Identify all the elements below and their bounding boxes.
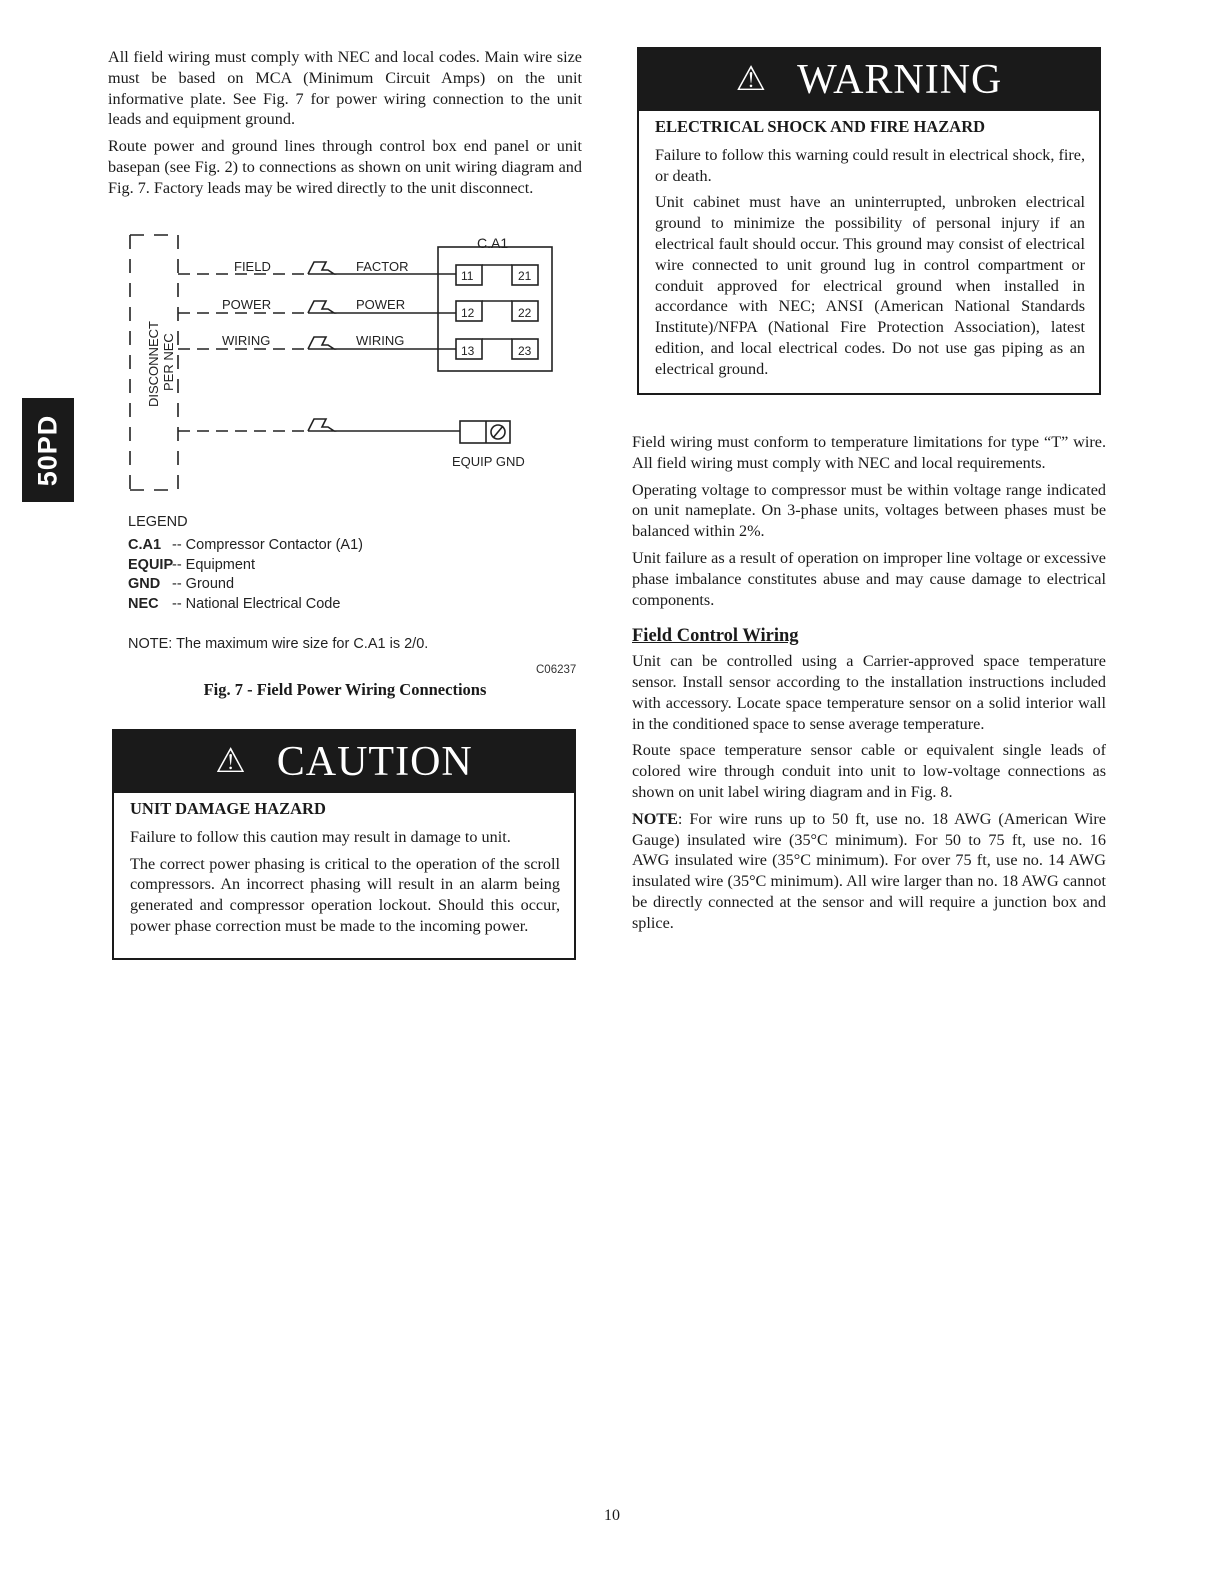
- paragraph: Field wiring must conform to temperature limitations for type “T” wire. All field wiring must comply with NEC and local requirements.: [632, 433, 1106, 472]
- field-label: FIELD: [234, 259, 271, 274]
- caution-body: [114, 793, 574, 951]
- disconnect-label: DISCONNECT: [146, 321, 161, 407]
- left-column-text: [108, 47, 582, 205]
- legend-def: -- Ground: [172, 576, 235, 592]
- factor-label: FACTOR: [356, 259, 409, 274]
- paragraph: Operating voltage to compressor must be within voltage range indicated on unit nameplate. On 3-phase units, voltages between phases must be balanced within 2%.: [632, 480, 1106, 541]
- paragraph: Route power and ground lines through control box end panel or unit basepan (see Fig. 2) to connections as shown on unit wiring diagram and Fig. 7. Factory leads may be wired directly to the unit disconnect.: [108, 137, 582, 197]
- legend-term: EQUIP: [128, 556, 174, 573]
- warning-paragraph: Unit cabinet must have an uninterrupted, unbroken electrical ground to minimize the possibility of personal injury if an electrical fault should occur. This ground may consist of electrical wire connected to unit ground lug in control compartment or conduit approved for electrical ground when installed in accordance with NEC; ANSI (American National Standards Institute)/NFPA (National Fire Protection Association), latest edition, and local electrical codes. Do not use gas piping as an electrical ground.: [655, 193, 1085, 378]
- paragraph: Unit can be controlled using a Carrier-approved space temperature sensor. Install sensor according to the installation instructions included with accessory. Locate space temperature sensor on a solid interior wall in the conditioned space to sense average temperature.: [632, 652, 1106, 733]
- warning-triangle-icon: ⚠: [215, 743, 247, 780]
- warning-title: WARNING: [797, 57, 1003, 103]
- figure-caption: Fig. 7 - Field Power Wiring Connections: [203, 680, 487, 699]
- field-power-label: POWER: [222, 297, 272, 312]
- note-paragraph: [632, 809, 1106, 934]
- legend-row: [128, 536, 588, 556]
- warning-box: [637, 47, 1101, 395]
- field-wiring-label: WIRING: [222, 333, 271, 348]
- legend-term: GND: [128, 576, 161, 592]
- side-tab: [22, 398, 74, 502]
- page-number: 10: [604, 1507, 620, 1524]
- figure-code: C06237: [536, 664, 577, 676]
- warning-paragraph: Failure to follow this warning could result in electrical shock, fire, or death.: [655, 145, 1085, 185]
- equip-gnd-label: EQUIP GND: [452, 454, 525, 469]
- legend-row: [128, 595, 588, 615]
- terminal-23: 23: [518, 344, 532, 358]
- terminal-22: 22: [518, 306, 532, 320]
- contactor-label: C.A1: [477, 235, 509, 251]
- warning-triangle-icon: ⚠: [735, 61, 768, 98]
- caution-header: [114, 731, 574, 793]
- legend-row: [128, 556, 588, 576]
- legend-note: NOTE: The maximum wire size for C.A1 is 2/0.: [128, 636, 429, 652]
- caution-paragraph: The correct power phasing is critical to the operation of the scroll compressors. An incorrect phasing will result in an alarm being generated and compressor operation lockout. Should this occur, power phase correction must be made to the incoming power.: [130, 854, 560, 935]
- legend-term: C.A1: [128, 537, 162, 553]
- paragraph: Route space temperature sensor cable or equivalent single leads of colored wire through conduit into unit to low-voltage connections as shown on unit label wiring diagram and in Fig. 8.: [632, 741, 1106, 801]
- factory-wiring-label: WIRING: [356, 333, 405, 348]
- paragraph: All field wiring must comply with NEC and local codes. Main wire size must be based on MCA (Minimum Circuit Amps) on the unit informative plate. See Fig. 7 for power wiring connection to the unit leads and equipment ground.: [108, 48, 582, 129]
- right-column-text: [632, 432, 1106, 940]
- side-tab-label: 50PD: [32, 414, 63, 486]
- terminal-12: 12: [461, 306, 475, 320]
- per-nec-label: PER NEC: [161, 333, 176, 391]
- legend-row: [128, 575, 588, 595]
- legend: [128, 514, 588, 614]
- legend-term: NEC: [128, 595, 159, 612]
- caution-title: CAUTION: [276, 739, 473, 785]
- terminal-21: 21: [518, 269, 532, 283]
- terminal-13: 13: [461, 344, 475, 358]
- terminal-11: 11: [461, 269, 474, 283]
- warning-body: [639, 111, 1099, 394]
- warning-header: [639, 49, 1099, 111]
- caution-box: [112, 729, 576, 960]
- wiring-diagram: [108, 225, 582, 505]
- wiring-diagram-svg: [108, 225, 582, 505]
- caution-paragraph: Failure to follow this caution may result in damage to unit.: [130, 827, 511, 846]
- warning-heading: ELECTRICAL SHOCK AND FIRE HAZARD: [655, 117, 986, 136]
- section-heading: Field Control Wiring: [632, 626, 799, 647]
- paragraph: Unit failure as a result of operation on improper line voltage or excessive phase imbalance constitutes abuse and may cause damage to electrical components.: [632, 548, 1106, 609]
- caution-heading: UNIT DAMAGE HAZARD: [130, 799, 326, 818]
- legend-title: LEGEND: [128, 514, 188, 530]
- factory-power-label: POWER: [356, 297, 406, 312]
- note-label: NOTE: [632, 809, 678, 828]
- note-text: : For wire runs up to 50 ft, use no. 18 AWG (American Wire Gauge) insulated wire (35°C minimum). For 50 to 75 ft, use no. 16 AWG insulated wire (35°C minimum). For over 75 ft, use no. 14 AWG insulated wire (35°C minimum). All wire larger than no. 18 AWG cannot be directly connected at the sensor and will require a junction box and splice.: [632, 809, 1106, 932]
- legend-def: -- Equipment: [172, 556, 256, 573]
- legend-def: -- Compressor Contactor (A1): [172, 537, 363, 553]
- legend-def: -- National Electrical Code: [172, 595, 341, 612]
